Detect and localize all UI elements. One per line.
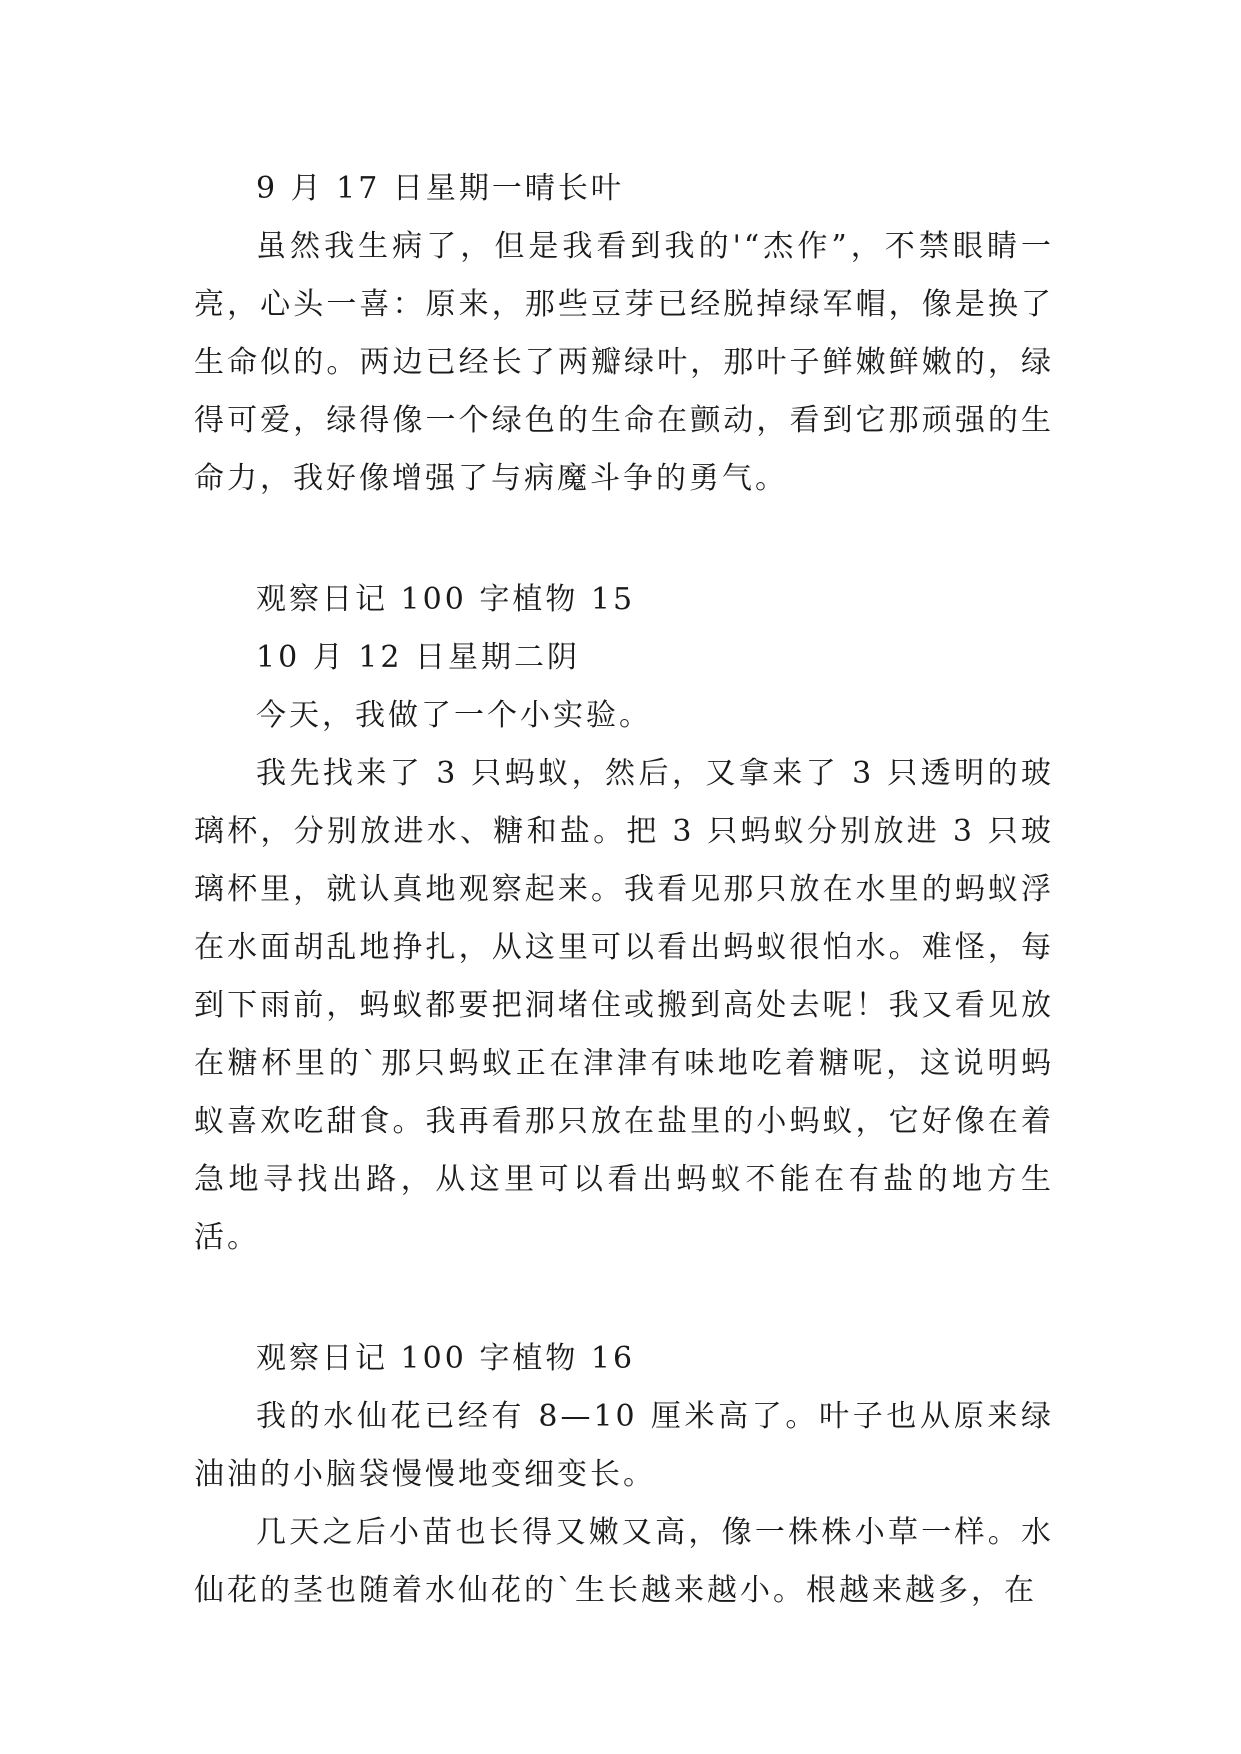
entry-heading: 观察日记 100 字植物 16 bbox=[256, 1341, 636, 1376]
section-spacer bbox=[194, 1267, 1054, 1330]
entry-date-line: 10 月 12 日星期二阴 bbox=[256, 640, 580, 675]
body-paragraph: 虽然我生病了，但是我看到我的'“杰作”，不禁眼睛一亮，心头一喜：原来，那些豆芽已经脱掉绿军帽，像是换了生命似的。两边已经长了两瓣绿叶，那叶子鲜嫩鲜嫩的，绿得可爱，绿得像一个绿色的生命在颤动，看到它那顽强的生命力，我好像增强了与病魔斗争的勇气。 bbox=[194, 229, 1054, 496]
section-spacer bbox=[194, 508, 1054, 571]
diary-entry-16 bbox=[194, 1330, 1054, 1620]
diary-entry-sept-17 bbox=[194, 160, 1054, 508]
body-paragraph: 我的水仙花已经有 8—10 厘米高了。叶子也从原来绿油油的小脑袋慢慢地变细变长。 bbox=[194, 1399, 1054, 1492]
entry-date-line: 9 月 17 日星期一晴长叶 bbox=[256, 171, 624, 206]
body-paragraph: 几天之后小苗也长得又嫩又高，像一株株小草一样。水仙花的茎也随着水仙花的`生长越来越小。根越来越多，在 bbox=[194, 1515, 1054, 1608]
diary-entry-15 bbox=[194, 571, 1054, 1267]
body-paragraph: 我先找来了 3 只蚂蚁，然后，又拿来了 3 只透明的玻璃杯，分别放进水、糖和盐。把 3 只蚂蚁分别放进 3 只玻璃杯里，就认真地观察起来。我看见那只放在水里的蚂蚁浮在水面胡乱地挣扎，从这里可以看出蚂蚁很怕水。难怪，每到下雨前，蚂蚁都要把洞堵住或搬到高处去呢！我又看见放在糖杯里的`那只蚂蚁正在津津有味地吃着糖呢，这说明蚂蚁喜欢吃甜食。我再看那只放在盐里的小蚂蚁，它好像在着急地寻找出路，从这里可以看出蚂蚁不能在有盐的地方生活。 bbox=[194, 756, 1054, 1255]
entry-heading: 观察日记 100 字植物 15 bbox=[256, 582, 636, 617]
document-body bbox=[194, 160, 1054, 1620]
body-paragraph: 今天，我做了一个小实验。 bbox=[256, 698, 652, 733]
